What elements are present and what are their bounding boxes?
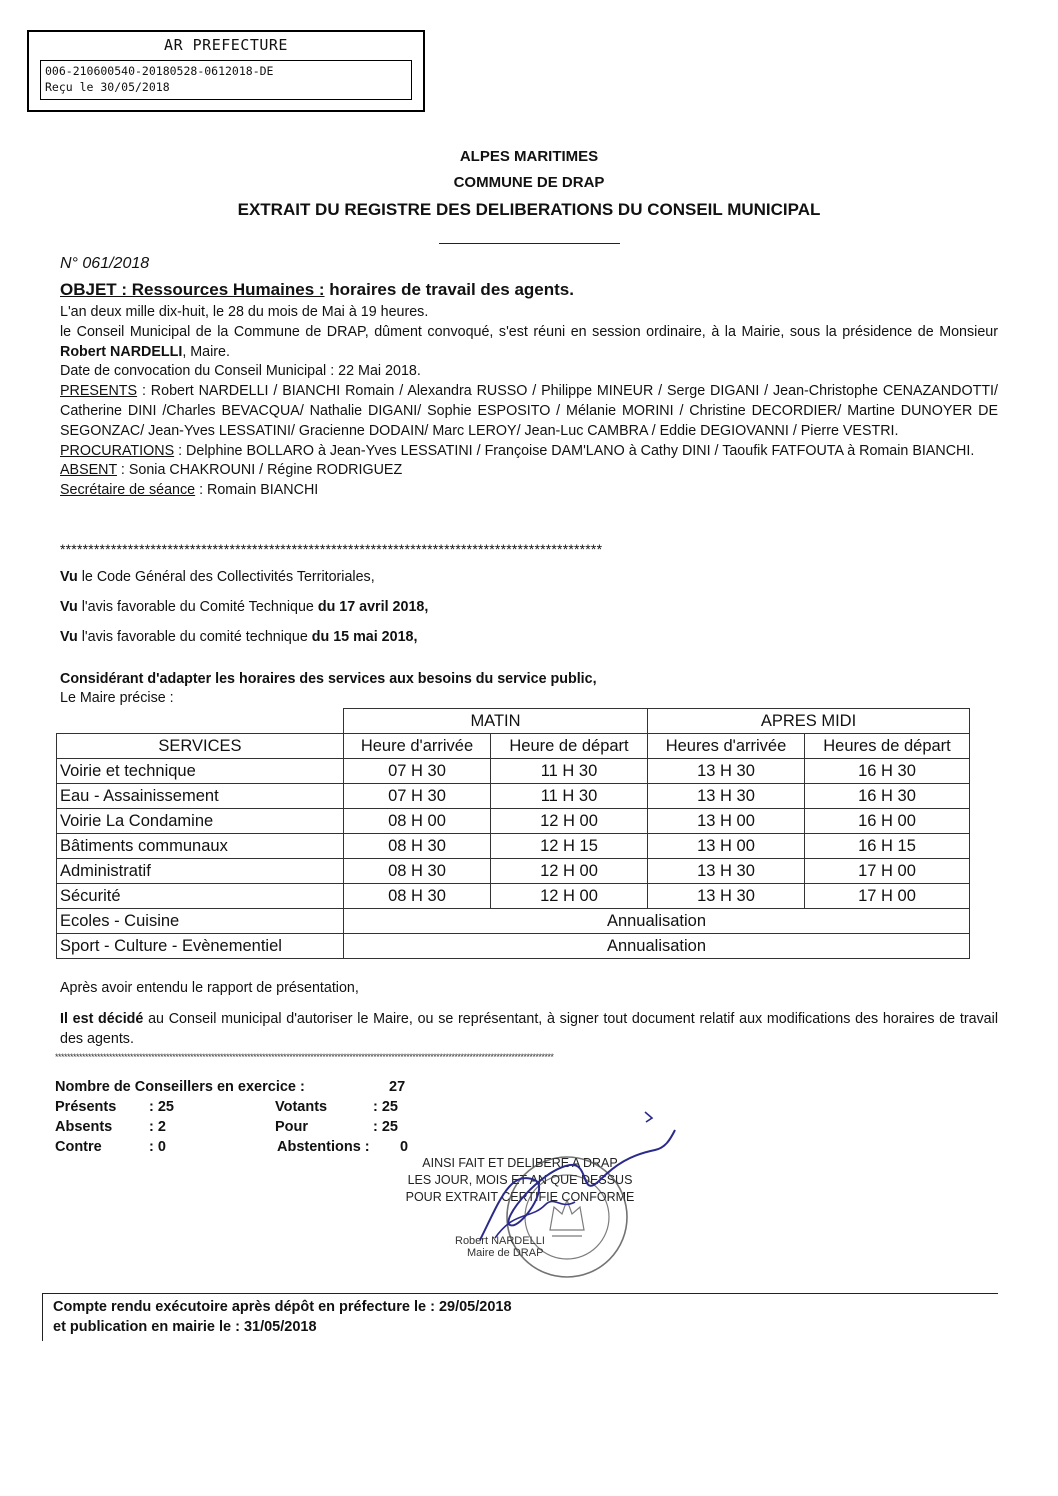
table-group-header-row bbox=[57, 709, 970, 734]
vu-line-2: Vu l'avis favorable du Comité Technique du 17 avril 2018, bbox=[60, 599, 429, 615]
votants-label: Votants bbox=[275, 1099, 328, 1115]
certification-line-2: LES JOUR, MOIS ET AN QUE DESSUS bbox=[407, 1173, 633, 1187]
mayor-specifies: Le Maire précise : bbox=[60, 690, 174, 706]
abstentions-label: Abstentions : bbox=[277, 1139, 370, 1155]
prefecture-stamp bbox=[27, 30, 425, 112]
vu-line-1: Vu le Code Général des Collectivités Territoriales, bbox=[60, 569, 375, 585]
stamp-title: AR PREFECTURE bbox=[164, 36, 288, 54]
separator-stars: ************************************************************************************************ bbox=[60, 541, 603, 557]
presents-label: PRESENTS bbox=[60, 383, 138, 400]
compte-rendu-line-1: Compte rendu exécutoire après dépôt en préfecture le : 29/05/2018 bbox=[53, 1299, 512, 1315]
contre-value: : 0 bbox=[149, 1139, 166, 1155]
table-row: Voirie La Condamine 08 H 00 12 H 00 13 H 00 16 H 00 bbox=[57, 809, 970, 834]
department-heading: ALPES MARITIMES bbox=[459, 148, 599, 165]
pour-label: Pour bbox=[275, 1119, 309, 1135]
signatory-title: Maire de DRAP bbox=[467, 1247, 544, 1259]
vu-line-3: Vu l'avis favorable du comité technique du 15 mai 2018, bbox=[60, 629, 418, 645]
secretary-line: Secrétaire de séance : Romain BIANCHI bbox=[60, 482, 319, 499]
procurations-list: PROCURATIONS : Delphine BOLLARO à Jean-Yves LESSATINI / Françoise DAM'LANO à Cathy DINI / Taoufik FATFOUTA à Romain BIANCHI. bbox=[60, 442, 975, 459]
col-header-matin-depart: Heure de départ bbox=[491, 734, 648, 759]
vote-counts bbox=[55, 1077, 475, 1167]
schedule-table bbox=[56, 708, 970, 959]
stamp-received-date: Reçu le 30/05/2018 bbox=[45, 80, 170, 94]
convocation-date: Date de convocation du Conseil Municipal : 22 Mai 2018. bbox=[60, 363, 421, 380]
abstentions-value: 0 bbox=[400, 1139, 409, 1155]
object-line bbox=[60, 280, 574, 300]
absent-list: ABSENT : Sonia CHAKROUNI / Régine RODRIGUEZ bbox=[60, 462, 403, 479]
absents-value: : 2 bbox=[149, 1119, 166, 1135]
commune-heading: COMMUNE DE DRAP bbox=[453, 174, 605, 191]
object-prefix: OBJET : Ressources Humaines : bbox=[60, 280, 325, 299]
votants-value: : 25 bbox=[373, 1099, 398, 1115]
session-convened: le Conseil Municipal de la Commune de DRAP, dûment convoqué, s'est réuni en session ordinaire, à la Mairie, sous la présidence de Monsieur Robert NARDELLI, Maire. bbox=[60, 323, 998, 360]
mayor-signature-block bbox=[455, 1235, 545, 1259]
contre-label: Contre bbox=[55, 1139, 102, 1155]
table-row: Sport - Culture - Evènementiel Annualisation bbox=[57, 934, 970, 959]
session-intro bbox=[60, 303, 998, 501]
procurations-label: PROCURATIONS bbox=[60, 442, 175, 459]
decision-paragraph: Il est décidé au Conseil municipal d'autoriser le Maire, ou se représentant, à signer tout document relatif aux modifications des horaires de travail des agents. bbox=[60, 1011, 998, 1047]
group-apres-midi: APRES MIDI bbox=[648, 709, 970, 734]
col-header-services: SERVICES bbox=[57, 734, 344, 759]
compte-rendu-line-2: et publication en mairie le : 31/05/2018 bbox=[53, 1319, 317, 1335]
compte-rendu-text bbox=[53, 1297, 512, 1337]
table-row: Administratif 08 H 30 12 H 00 13 H 30 17 H 00 bbox=[57, 859, 970, 884]
absents-label: Absents bbox=[55, 1119, 113, 1135]
document-title: EXTRAIT DU REGISTRE DES DELIBERATIONS DU CONSEIL MUNICIPAL bbox=[237, 200, 821, 219]
presents-count-label: Présents bbox=[55, 1099, 117, 1115]
absent-label: ABSENT bbox=[60, 462, 117, 479]
certification-line-1: AINSI FAIT ET DELIBERE A DRAP bbox=[422, 1156, 618, 1170]
presents-count-value: : 25 bbox=[149, 1099, 174, 1115]
signatory-name: Robert NARDELLI bbox=[455, 1235, 545, 1247]
table-row: Eau - Assainissement 07 H 30 11 H 30 13 H 30 16 H 30 bbox=[57, 784, 970, 809]
col-header-matin-arrivee: Heure d'arrivée bbox=[344, 734, 491, 759]
table-row: Sécurité 08 H 30 12 H 00 13 H 30 17 H 00 bbox=[57, 884, 970, 909]
deliberation-number: N° 061/2018 bbox=[60, 255, 150, 272]
col-header-am-arrivee: Heures d'arrivée bbox=[648, 734, 805, 759]
presents-list: PRESENTS : Robert NARDELLI / BIANCHI Romain / Alexandra RUSSO / Philippe MINEUR / Serge DIGANI / Jean-Christophe CENAZANDOTTI/ Catherine DINI /Charles BEVACQUA/ Nathalie DIGANI/ Sophie ESPOSITO / Mélanie MORINI / Christine DECORDIER/ Martine DUNOYER DE SEGONZAC/ Jean-Yves LESSATINI/ Gracienne DODAIN/ Marc LEROY/ Jean-Luc CAMBRA / Eddie DEGIOVANNI / Pierre VESTRI. bbox=[60, 383, 998, 439]
mayor-name: Robert NARDELLI bbox=[60, 343, 183, 360]
group-matin: MATIN bbox=[344, 709, 648, 734]
session-date: L'an deux mille dix-huit, le 28 du mois de Mai à 19 heures. bbox=[60, 304, 429, 320]
exercice-value: 27 bbox=[389, 1079, 406, 1095]
stamp-details bbox=[40, 60, 412, 100]
object-text: horaires de travail des agents. bbox=[324, 280, 574, 299]
certification-line-3: POUR EXTRAIT CERTIFIE CONFORME bbox=[405, 1190, 635, 1204]
considerant-line: Considérant d'adapter les horaires des services aux besoins du service public, bbox=[60, 671, 597, 687]
table-row: Voirie et technique 07 H 30 11 H 30 13 H 30 16 H 30 bbox=[57, 759, 970, 784]
table-row: Ecoles - Cuisine Annualisation bbox=[57, 909, 970, 934]
table-row: Bâtiments communaux 08 H 30 12 H 15 13 H 00 16 H 15 bbox=[57, 834, 970, 859]
exercice-label: Nombre de Conseillers en exercice : bbox=[55, 1079, 305, 1095]
table-header-row bbox=[57, 734, 970, 759]
col-header-am-depart: Heures de départ bbox=[805, 734, 970, 759]
stamp-reference: 006-210600540-20180528-0612018-DE bbox=[45, 64, 274, 78]
pour-value: : 25 bbox=[373, 1119, 398, 1135]
header-divider bbox=[439, 243, 620, 244]
separator-dots: ********************************************************************************************************************************************************************** bbox=[55, 1052, 554, 1062]
after-report-line: Après avoir entendu le rapport de présentation, bbox=[60, 980, 359, 996]
secretary-label: Secrétaire de séance bbox=[60, 482, 196, 499]
